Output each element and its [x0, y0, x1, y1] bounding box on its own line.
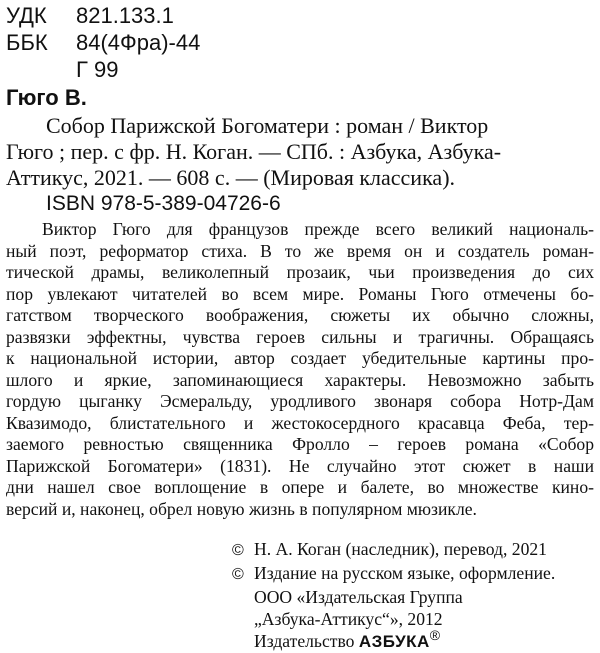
isbn: ISBN 978-5-389-04726-6 — [46, 192, 281, 215]
biblio-line: Собор Парижской Богоматери : роман / Виктор — [46, 113, 489, 138]
annotation-line: версий и, наконец, обрел новую жизнь в популярном мюзикле. — [6, 498, 477, 519]
author-sign: Г 99 — [76, 57, 119, 82]
udk-code — [6, 3, 174, 28]
copyright-group-line-1 — [232, 586, 555, 608]
annotation-line: развязки эффектны, чувства героев сильны и трагичны. Обращаясь — [6, 326, 594, 347]
registered-mark: ® — [429, 627, 441, 644]
biblio-line: Аттикус, 2021. — 608 с. — (Мировая классика). — [6, 165, 456, 190]
bbk-code — [6, 30, 200, 55]
annotation — [6, 219, 594, 520]
bbk-label: ББК — [6, 30, 48, 55]
annotation-line: тической драмы, великолепный прозаик, чьи произведения до сих — [6, 262, 594, 282]
annotation-line: ный поэт, реформатор стиха. В то же время он и создатель роман- — [6, 240, 594, 261]
annotation-line: гатством творческого воображения, сюжеты их обычно сложны, — [6, 305, 594, 325]
annotation-line: заемого ревностью священника Фролло – героев романа «Собор — [6, 434, 594, 454]
copyright-symbol: © — [232, 566, 244, 583]
copyright-symbol: © — [232, 542, 244, 559]
udk-value: 821.133.1 — [76, 3, 174, 28]
annotation-line: Квазимодо, блистательного и жестокосердного красавца Феба, тер- — [6, 412, 594, 433]
annotation-line: Виктор Гюго для французов прежде всего великий националь- — [42, 219, 594, 239]
annotation-line: Парижской Богоматери» (1831). Не случайно этот сюжет в наши — [6, 455, 594, 476]
bibliographic-record — [6, 113, 594, 191]
copyright-group-line-2 — [232, 608, 555, 630]
copyright-group-text-2: „Азбука-Аттикус“», 2012 — [254, 609, 443, 629]
udk-label: УДК — [6, 3, 47, 28]
annotation-line: дни нашел свое воплощение в опере и балете, во множестве кино- — [6, 477, 594, 497]
copyright-translation — [232, 538, 555, 562]
annotation-line: пор увлекают читателей во всем мире. Романы Гюго отмечены бо- — [6, 283, 594, 304]
annotation-line: шлого и яркие, запоминающиеся характеры. Невозможно забыть — [6, 369, 594, 390]
copyright-edition-text: Издание на русском языке, оформление. — [254, 563, 556, 583]
bbk-value: 84(4Фра)-44 — [76, 30, 201, 55]
annotation-line: гордую цыганку Эсмеральду, уродливого звонаря собора Нотр-Дам — [6, 391, 594, 411]
publisher-prefix: Издательство — [254, 631, 355, 651]
copyright-block — [232, 538, 555, 653]
annotation-line: к национальной истории, автор создает убедительные картины про- — [6, 348, 594, 368]
publisher-brand: АЗБУКА — [358, 632, 430, 651]
author-heading: Гюго В. — [6, 85, 87, 110]
copyright-group-text-1: ООО «Издательская Группа — [254, 587, 463, 607]
copyright-translation-text: Н. А. Коган (наследник), перевод, 2021 — [254, 539, 547, 559]
biblio-line: Гюго ; пер. с фр. Н. Коган. — СПб. : Азбука, Азбука- — [6, 139, 502, 164]
copyright-edition — [232, 562, 555, 586]
